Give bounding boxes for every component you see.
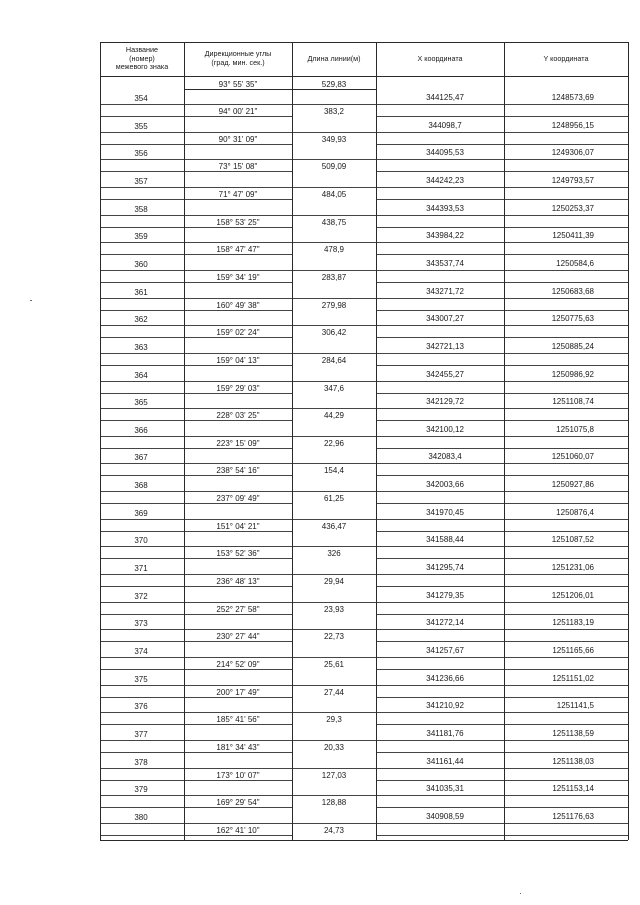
row-rule [100,602,628,603]
point-name: 373 [134,619,148,629]
x-coordinate: 341970,45 [426,507,464,517]
x-coordinate: 343984,22 [426,231,464,241]
direction-angle: 200° 17' 49" [216,687,260,697]
direction-angle: 237° 09' 49" [216,494,260,504]
y-coordinate: 1251176,63 [552,811,594,821]
direction-angle: 94° 00' 21" [218,107,258,116]
first-length-value: 529,83 [321,80,347,89]
column-border [376,42,377,840]
column-border [292,42,293,840]
row-rule [100,657,628,658]
x-coordinate: 341181,76 [426,728,464,738]
x-coordinate: 344125,47 [426,93,464,102]
row-rule-short [376,227,628,228]
direction-angle: 162° 41' 10" [216,825,260,835]
y-coordinate: 1249793,57 [551,175,594,185]
row-rule-short [376,393,628,394]
row-rule-short [376,365,628,366]
row-rule-short [100,531,292,532]
column-border [628,42,629,840]
y-coordinate: 1250775,63 [551,314,594,324]
direction-angle: 153° 52' 36" [216,549,260,559]
direction-angle: 238° 54' 16" [216,466,260,476]
row-rule [100,491,628,492]
direction-angle: 159° 34' 19" [216,272,260,282]
row-rule-short [376,752,628,753]
x-coordinate: 342455,27 [426,369,464,379]
row-rule-short [376,199,628,200]
direction-angle: 159° 02' 24" [216,328,260,338]
y-coordinate: 1250876,4 [556,507,594,517]
point-name: 374 [134,647,148,656]
row-rule [100,436,628,437]
y-coordinate: 1251060,07 [551,452,594,462]
line-length: 25,61 [323,660,345,669]
x-coordinate: 344242,23 [426,175,464,185]
y-coordinate: 1251231,06 [551,563,594,573]
direction-angle: 252° 27' 58" [216,604,260,614]
header-angle: Дирекционные углы (град. мин. сек.) [204,49,272,67]
x-coordinate: 341161,44 [426,756,464,766]
line-length: 383,2 [323,107,345,116]
row-rule-short [100,835,292,836]
row-rule [100,159,628,160]
table-top-border [100,42,628,43]
header-y: Y координата [543,53,589,63]
row-rule-short [100,558,292,559]
point-name: 359 [134,232,148,242]
direction-angle: 160° 49' 38" [216,300,260,310]
y-coordinate: 1251151,02 [552,673,594,683]
row-rule-short [100,614,292,615]
point-name: 377 [134,729,148,739]
y-coordinate: 1250986,92 [551,369,594,379]
point-name: 366 [134,425,148,435]
row-rule [100,381,628,382]
x-coordinate: 342083,4 [428,452,462,462]
row-rule-short [100,503,292,504]
x-coordinate: 342003,66 [426,480,464,490]
row-rule [100,104,628,105]
row-rule-short [376,503,628,504]
row-rule-short [376,614,628,615]
line-length: 306,42 [321,328,347,338]
direction-angle: 228° 03' 25" [216,411,260,421]
line-length: 436,47 [321,521,347,531]
line-length: 349,93 [321,134,347,144]
row-rule-short [100,365,292,366]
row-rule-short [376,475,628,476]
y-coordinate: 1251141,5 [556,701,594,711]
direction-angle: 158° 53' 25" [216,217,260,227]
row-rule-short [100,171,292,172]
row-rule [100,823,628,824]
row-rule [100,712,628,713]
row-rule [100,463,628,464]
x-coordinate: 341257,67 [426,646,464,655]
x-coordinate: 341035,31 [426,784,464,794]
row-rule [100,270,628,271]
line-length: 128,88 [321,798,347,808]
row-rule-short [376,310,628,311]
y-coordinate: 1248573,69 [551,93,594,102]
y-coordinate: 1251206,01 [551,590,594,600]
y-coordinate: 1251165,66 [552,646,594,655]
point-name: 354 [134,94,148,103]
y-coordinate: 1251183,19 [552,618,594,628]
row-rule-short [376,724,628,725]
row-rule-short [100,641,292,642]
column-border [184,42,185,840]
y-coordinate: 1250683,68 [551,286,594,296]
row-rule-short [376,337,628,338]
row-rule-short [100,420,292,421]
x-coordinate: 341279,35 [426,590,464,600]
point-name: 362 [134,315,148,325]
row-rule [100,795,628,796]
direction-angle: 158° 47' 47" [216,245,260,255]
line-length: 29,3 [326,715,342,725]
direction-angle: 223° 15' 09" [216,438,260,448]
row-rule [100,242,628,243]
row-rule-short [376,586,628,587]
y-coordinate: 1251153,14 [552,784,594,794]
point-name: 357 [134,176,148,186]
line-length: 478,9 [323,245,345,255]
x-coordinate: 341295,74 [426,563,464,573]
direction-angle: 159° 04' 13" [216,355,260,365]
row-rule-short [376,254,628,255]
line-length: 127,03 [321,770,347,780]
column-border [504,42,505,840]
row-rule [100,519,628,520]
x-coordinate: 344393,53 [426,203,464,213]
row-rule-short [100,724,292,725]
point-name: 380 [134,812,148,822]
x-coordinate: 344098,7 [428,120,462,130]
row-rule-short [100,116,292,117]
line-length: 61,25 [323,494,345,504]
y-coordinate: 1250885,24 [551,341,594,351]
row-rule-short [376,420,628,421]
point-name: 379 [134,785,148,795]
line-length: 20,33 [323,742,345,752]
y-coordinate: 1250927,86 [551,480,594,490]
row-rule-short [100,282,292,283]
x-coordinate: 341210,92 [426,701,464,711]
row-rule-short [100,448,292,449]
line-length: 326 [327,549,341,559]
direction-angle: 214° 52' 09" [216,660,260,669]
header-name: Название (номер) межевого знака [115,45,169,72]
row-rule-short [100,475,292,476]
row-rule-short [376,531,628,532]
line-length: 27,44 [323,687,345,697]
line-length: 484,05 [321,189,347,199]
y-coordinate: 1250584,6 [556,258,594,268]
row-rule-short [100,227,292,228]
point-name: 364 [134,370,148,380]
line-length: 154,4 [323,466,345,476]
point-name: 358 [134,204,148,214]
line-length: 284,64 [321,355,347,365]
line-length: 23,93 [323,604,345,614]
row-rule [100,574,628,575]
y-coordinate: 1250253,37 [551,203,594,213]
y-coordinate: 1251108,74 [552,397,594,407]
line-length: 283,87 [321,272,347,282]
y-coordinate: 1251138,59 [552,728,594,738]
line-length: 279,98 [321,300,347,310]
x-coordinate: 341588,44 [426,535,464,545]
x-coordinate: 344095,53 [426,148,464,158]
point-name: 378 [134,757,148,767]
point-name: 360 [134,259,148,269]
line-length: 29,94 [323,577,345,587]
direction-angle: 159° 29' 03" [216,383,260,393]
x-coordinate: 343007,27 [426,314,464,324]
first-angle-value: 93° 55' 35" [218,80,258,89]
row-rule-short [376,144,628,145]
point-name: 370 [134,536,148,546]
row-rule-short [376,697,628,698]
row-rule-short [100,144,292,145]
scan-speck [520,893,521,894]
y-coordinate: 1251087,52 [551,535,594,545]
line-length: 44,29 [323,411,345,421]
x-coordinate: 342100,12 [426,424,464,434]
row-rule-short [100,393,292,394]
point-name: 365 [134,398,148,408]
x-coordinate: 341272,14 [426,618,464,628]
row-rule-short [100,669,292,670]
row-rule-short [100,337,292,338]
point-name: 376 [134,702,148,712]
direction-angle: 185° 41' 56" [216,715,260,725]
x-coordinate: 342129,72 [426,397,464,407]
point-name: 371 [134,564,148,574]
y-coordinate: 1248956,15 [551,120,594,130]
row-rule-short [376,780,628,781]
row-rule [100,685,628,686]
scan-speck [30,300,32,301]
table-bottom-border [100,840,628,841]
direction-angle: 71° 47' 09" [218,189,258,199]
row-rule-short [376,558,628,559]
line-length: 22,73 [323,632,345,642]
point-name: 361 [134,287,148,297]
header-x: Х координата [417,53,463,63]
point-name: 368 [134,481,148,491]
line-length: 24,73 [323,825,345,835]
direction-angle: 169° 29' 54" [216,798,260,808]
row-rule-short [100,586,292,587]
row-rule-short [376,448,628,449]
row-rule-short [376,807,628,808]
point-name: 367 [134,453,148,463]
point-name: 369 [134,508,148,518]
x-coordinate: 340908,59 [426,811,464,821]
y-coordinate: 1251075,8 [556,424,594,434]
first-row-rule [184,89,376,90]
row-rule-short [100,310,292,311]
point-name: 355 [134,121,148,131]
x-coordinate: 343537,74 [426,258,464,268]
row-rule [100,325,628,326]
row-rule-short [376,116,628,117]
direction-angle: 90° 31' 09" [218,134,258,144]
y-coordinate: 1249306,07 [551,148,594,158]
direction-angle: 73° 15' 08" [218,162,258,172]
row-rule [100,408,628,409]
row-rule-short [376,282,628,283]
row-rule-short [100,807,292,808]
point-name: 363 [134,342,148,352]
direction-angle: 236° 48' 13" [216,577,260,587]
row-rule-short [100,199,292,200]
row-rule [100,768,628,769]
x-coordinate: 341236,66 [426,673,464,683]
row-rule-short [100,254,292,255]
row-rule-short [100,780,292,781]
row-rule [100,629,628,630]
header-length: Длина линии(м) [307,53,361,63]
y-coordinate: 1250411,39 [552,231,594,241]
row-rule-short [376,669,628,670]
row-rule [100,187,628,188]
row-rule-short [376,171,628,172]
row-rule [100,740,628,741]
direction-angle: 181° 34' 43" [216,742,260,752]
point-name: 375 [134,674,148,684]
direction-angle: 151° 04' 21" [216,521,260,531]
line-length: 22,96 [323,438,345,448]
column-border [100,42,101,840]
line-length: 347,6 [323,383,345,393]
line-length: 438,75 [321,217,347,227]
header-bottom-border [100,76,628,77]
row-rule [100,353,628,354]
point-name: 372 [134,591,148,601]
row-rule [100,546,628,547]
x-coordinate: 342721,13 [426,341,464,351]
row-rule-short [100,697,292,698]
row-rule-short [376,835,628,836]
direction-angle: 230° 27' 44" [216,632,260,642]
row-rule [100,215,628,216]
row-rule-short [100,752,292,753]
line-length: 509,09 [321,162,347,172]
direction-angle: 173° 10' 07" [216,770,260,780]
row-rule [100,298,628,299]
row-rule [100,132,628,133]
row-rule-short [376,641,628,642]
x-coordinate: 343271,72 [426,286,464,296]
y-coordinate: 1251138,03 [552,756,594,766]
point-name: 356 [134,149,148,159]
